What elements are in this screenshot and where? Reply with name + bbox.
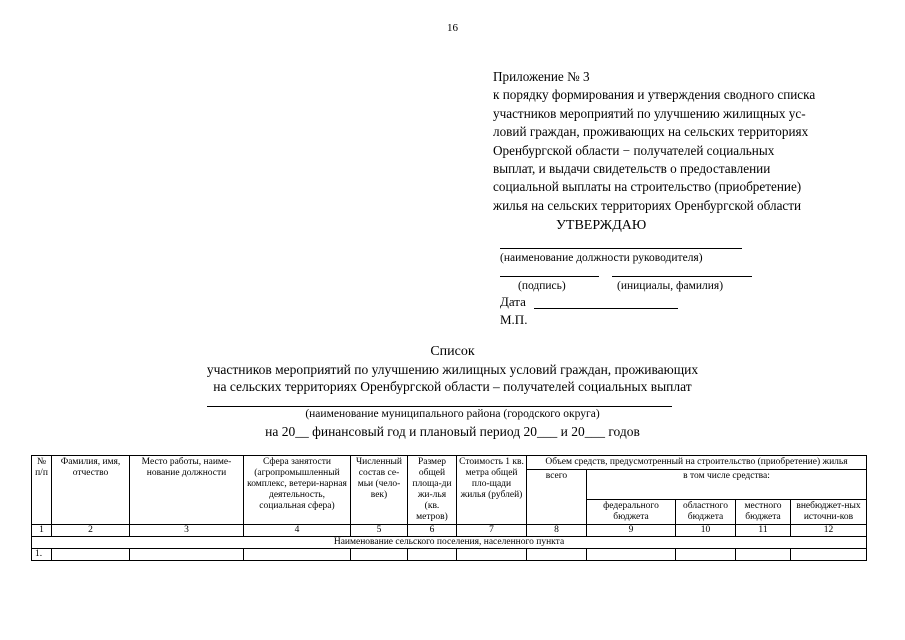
list-subtitle-line: участников мероприятий по улучшению жилищных условий граждан, проживающих [206, 362, 699, 377]
column-number: 8 [527, 525, 587, 537]
seal-label: М.П. [500, 312, 528, 327]
header-total: всего [527, 470, 587, 525]
appendix-block [493, 68, 873, 215]
table-cell [587, 549, 676, 561]
appendix-line: ловий граждан, проживающих на сельских территориях [493, 124, 809, 140]
name-line [612, 276, 752, 277]
appendix-line: участников мероприятий по улучшению жилищных ус- [493, 105, 806, 121]
table-cell [736, 549, 791, 561]
column-number: 11 [736, 525, 791, 537]
section-row [32, 537, 867, 549]
position-line [500, 248, 742, 249]
list-subtitle-line: на сельских территориях Оренбургской области – получателей социальных выплат [213, 379, 692, 394]
position-caption: (наименование должности руководителя) [500, 252, 703, 264]
header-name: Фамилия, имя, отчество [52, 456, 130, 525]
header-extra: внебюджет-ных источни-ков [791, 500, 867, 525]
approval-title: УТВЕРЖДАЮ [556, 218, 647, 233]
header-area: Размер общей площа-ди жи-лья (кв. метров) [408, 456, 457, 525]
table-row [32, 549, 867, 561]
appendix-line: социальной выплаты на строительство (приобретение) [493, 179, 802, 195]
section-label: Наименование сельского поселения, населенного пункта [32, 537, 867, 549]
column-number: 7 [457, 525, 527, 537]
page-number: 16 [447, 22, 458, 34]
table-cell [244, 549, 351, 561]
municipality-caption: (наименование муниципального района (городского округа) [305, 408, 600, 420]
column-number: 12 [791, 525, 867, 537]
name-caption: (инициалы, фамилия) [617, 280, 724, 292]
header-regional: областного бюджета [676, 500, 736, 525]
header-row [32, 456, 867, 470]
table-cell [351, 549, 408, 561]
column-number: 5 [351, 525, 408, 537]
header-local: местного бюджета [736, 500, 791, 525]
appendix-line: Оренбургской области − получателей социальных [493, 142, 775, 158]
column-number: 4 [244, 525, 351, 537]
header-funds-group: Объем средств, предусмотренный на строительство (приобретение) жилья [527, 456, 867, 470]
appendix-title: Приложение № 3 [493, 69, 590, 84]
signature-caption: (подпись) [518, 280, 566, 292]
table-cell [791, 549, 867, 561]
column-number: 6 [408, 525, 457, 537]
column-number: 2 [52, 525, 130, 537]
date-label: Дата [500, 294, 526, 309]
header-federal: федерального бюджета [587, 500, 676, 525]
signature-line [500, 276, 599, 277]
table-cell [676, 549, 736, 561]
table-cell [408, 549, 457, 561]
table-cell [130, 549, 244, 561]
list-subtitle [0, 361, 905, 395]
row-number: 1. [32, 549, 52, 561]
header-no: № п/п [32, 456, 52, 525]
appendix-line: жилья на сельских территориях Оренбургской области [493, 197, 802, 213]
table-cell [527, 549, 587, 561]
column-number: 10 [676, 525, 736, 537]
period-line: на 20__ финансовый год и плановый период 20___ и 20___ годов [265, 424, 640, 439]
header-workplace: Место работы, наиме-нование должности [130, 456, 244, 525]
column-number: 1 [32, 525, 52, 537]
column-number-row [32, 525, 867, 537]
participants-table [31, 455, 867, 561]
header-family: Численный состав се-мьи (чело-век) [351, 456, 408, 525]
date-line [534, 308, 678, 309]
header-including: в том числе средства: [587, 470, 867, 500]
municipality-line [207, 406, 672, 407]
column-number: 9 [587, 525, 676, 537]
appendix-line: выплат, и выдачи свидетельств о предоставлении [493, 161, 771, 177]
appendix-line: к порядку формирования и утверждения сводного списка [493, 87, 816, 103]
column-number: 3 [130, 525, 244, 537]
table-cell [457, 549, 527, 561]
list-title: Список [430, 344, 475, 359]
table-cell [52, 549, 130, 561]
header-sphere: Сфера занятости (агропромышленный комплекс, ветери-нарная деятельность, социальная сфера) [244, 456, 351, 525]
header-cost: Стоимость 1 кв. метра общей пло-щади жилья (рублей) [457, 456, 527, 525]
